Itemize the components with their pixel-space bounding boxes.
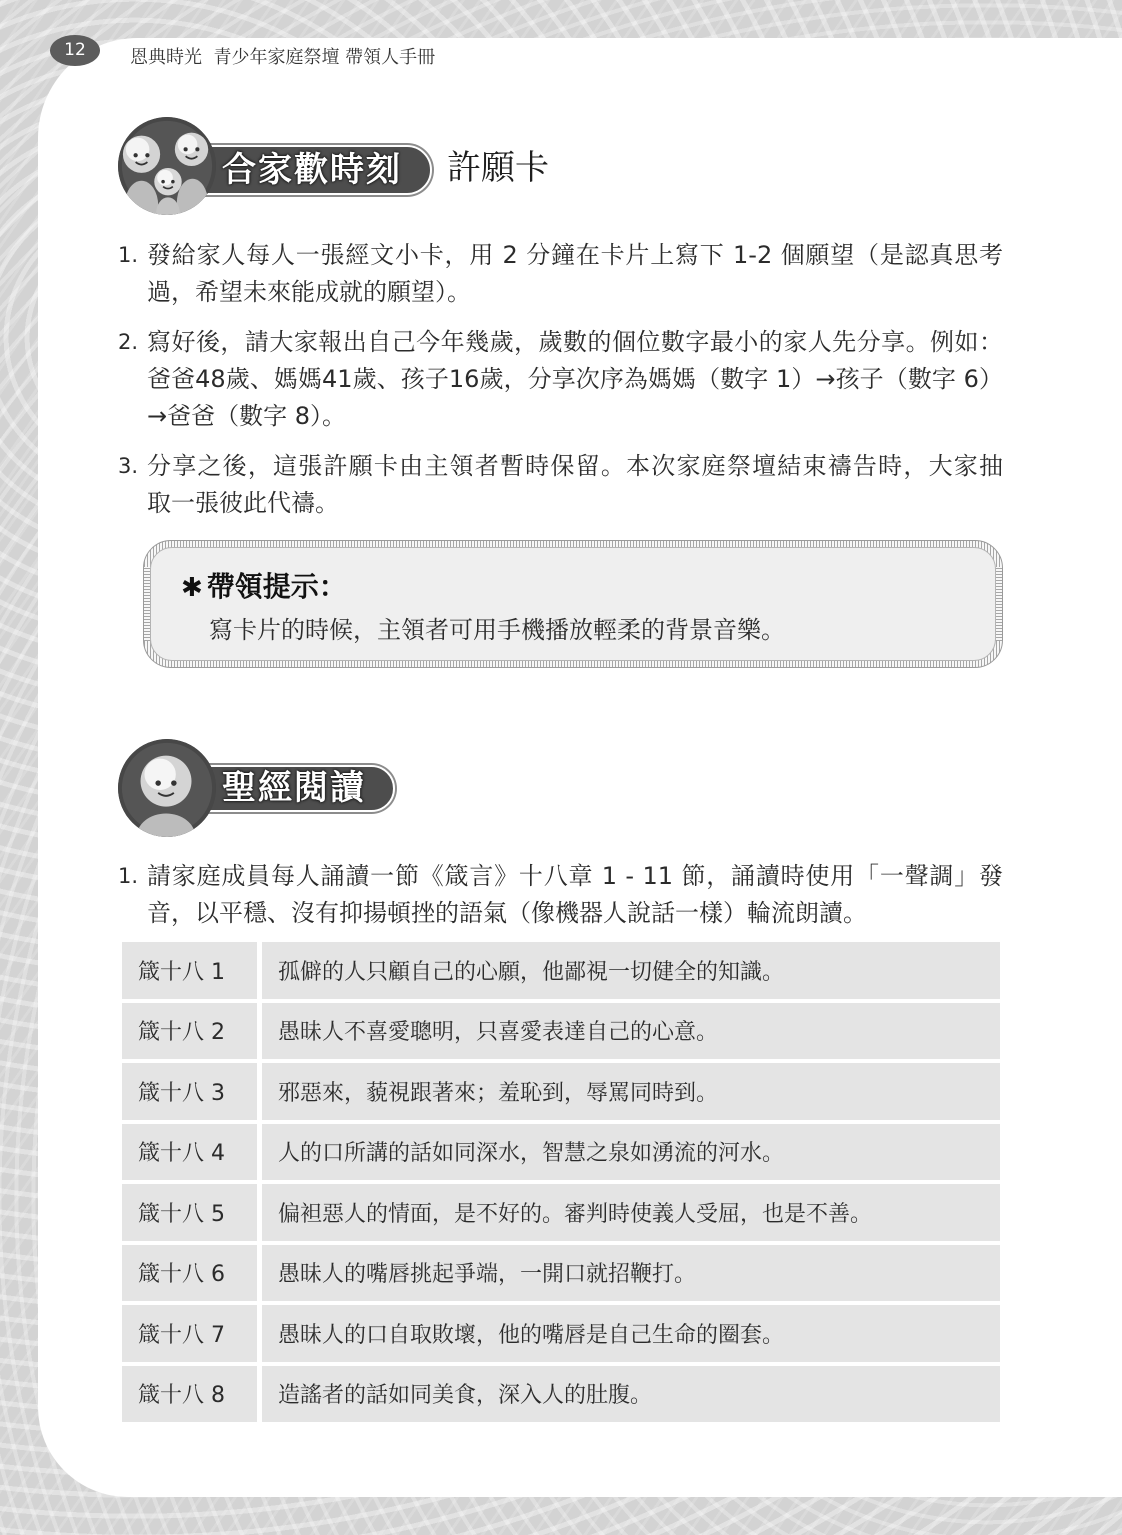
leader-tip-box [143, 540, 1003, 668]
tip-title-text: 帶領提示： [206, 570, 347, 603]
table-row [122, 1245, 1000, 1302]
item-number: 3. [118, 454, 139, 478]
family-faces-icon [118, 117, 216, 215]
table-row [122, 1063, 1000, 1120]
item-text-line: 音，以平穩、沒有抑揚頓挫的語氣（像機器人說話一樣）輪流朗讀。 [147, 899, 867, 927]
verse-text: 偏袒惡人的情面，是不好的。審判時使義人受屈，也是不善。 [262, 1184, 1000, 1241]
verse-reference: 箴十八 2 [122, 1003, 257, 1060]
tip-text: 寫卡片的時候，主領者可用手機播放輕柔的背景音樂。 [209, 616, 785, 644]
list-item [118, 448, 1003, 522]
verse-reference: 箴十八 5 [122, 1184, 257, 1241]
verse-reference: 箴十八 1 [122, 942, 257, 999]
verse-reference: 箴十八 6 [122, 1245, 257, 1302]
item-text-line: 請家庭成員每人誦讀一節《箴言》十八章 1 - 11 節，誦讀時使用「一聲調」發 [147, 862, 1003, 890]
table-row [122, 1366, 1000, 1423]
list-item [118, 324, 1003, 435]
verse-text: 愚昧人的口自取敗壞，他的嘴唇是自己生命的圈套。 [262, 1305, 1000, 1362]
item-text-line: 發給家人每人一張經文小卡，用 2 分鐘在卡片上寫下 1-2 個願望（是認真思考 [147, 241, 1003, 269]
table-row [122, 1305, 1000, 1362]
item-number: 2. [118, 330, 139, 354]
verse-reference: 箴十八 3 [122, 1063, 257, 1120]
item-text-line: 取一張彼此代禱。 [147, 489, 339, 517]
verse-reference: 箴十八 4 [122, 1124, 257, 1181]
reading-instruction-list [118, 858, 1003, 945]
item-text-line: →爸爸（數字 8）。 [147, 402, 347, 430]
verse-text: 人的口所講的話如同深水，智慧之泉如湧流的河水。 [262, 1124, 1000, 1181]
table-row [122, 1124, 1000, 1181]
table-row [122, 942, 1000, 999]
section-title-bible: 聖經閱讀 [196, 765, 395, 812]
section-subtitle: 許願卡 [447, 148, 549, 188]
verse-text: 愚昧人的嘴唇挑起爭端，一開口就招鞭打。 [262, 1245, 1000, 1302]
asterisk-icon: ✱ [181, 573, 203, 603]
verse-text: 孤僻的人只顧自己的心願，他鄙視一切健全的知識。 [262, 942, 1000, 999]
item-number: 1. [118, 864, 139, 888]
verse-text: 邪惡來，藐視跟著來；羞恥到，辱罵同時到。 [262, 1063, 1000, 1120]
list-item [118, 858, 1003, 932]
verse-text: 造謠者的話如同美食，深入人的肚腹。 [262, 1366, 1000, 1423]
section-title-family: 合家歡時刻 [196, 145, 432, 195]
verse-text: 愚昧人不喜愛聰明，只喜愛表達自己的心意。 [262, 1003, 1000, 1060]
item-text-line: 爸爸48歲、媽媽41歲、孩子16歲，分享次序為媽媽（數字 1）→孩子（數字 6） [147, 365, 1003, 393]
verse-reference: 箴十八 7 [122, 1305, 257, 1362]
item-text-line: 過，希望未來能成就的願望）。 [147, 278, 471, 306]
reader-face-icon [118, 739, 216, 837]
item-text-line: 寫好後，請大家報出自己今年幾歲，歲數的個位數字最小的家人先分享。例如： [147, 328, 1003, 356]
page-number: 12 [50, 35, 100, 66]
running-header: 恩典時光 青少年家庭祭壇 帶領人手冊 [130, 47, 436, 68]
item-number: 1. [118, 243, 139, 267]
verse-reference: 箴十八 8 [122, 1366, 257, 1423]
table-row [122, 1184, 1000, 1241]
list-item [118, 237, 1003, 311]
table-row [122, 1003, 1000, 1060]
tip-title [181, 570, 347, 605]
item-text-line: 分享之後，這張許願卡由主領者暫時保留。本次家庭祭壇結束禱告時，大家抽 [147, 452, 1003, 480]
proverbs-verse-table [122, 942, 1000, 1426]
instruction-list [118, 237, 1003, 535]
